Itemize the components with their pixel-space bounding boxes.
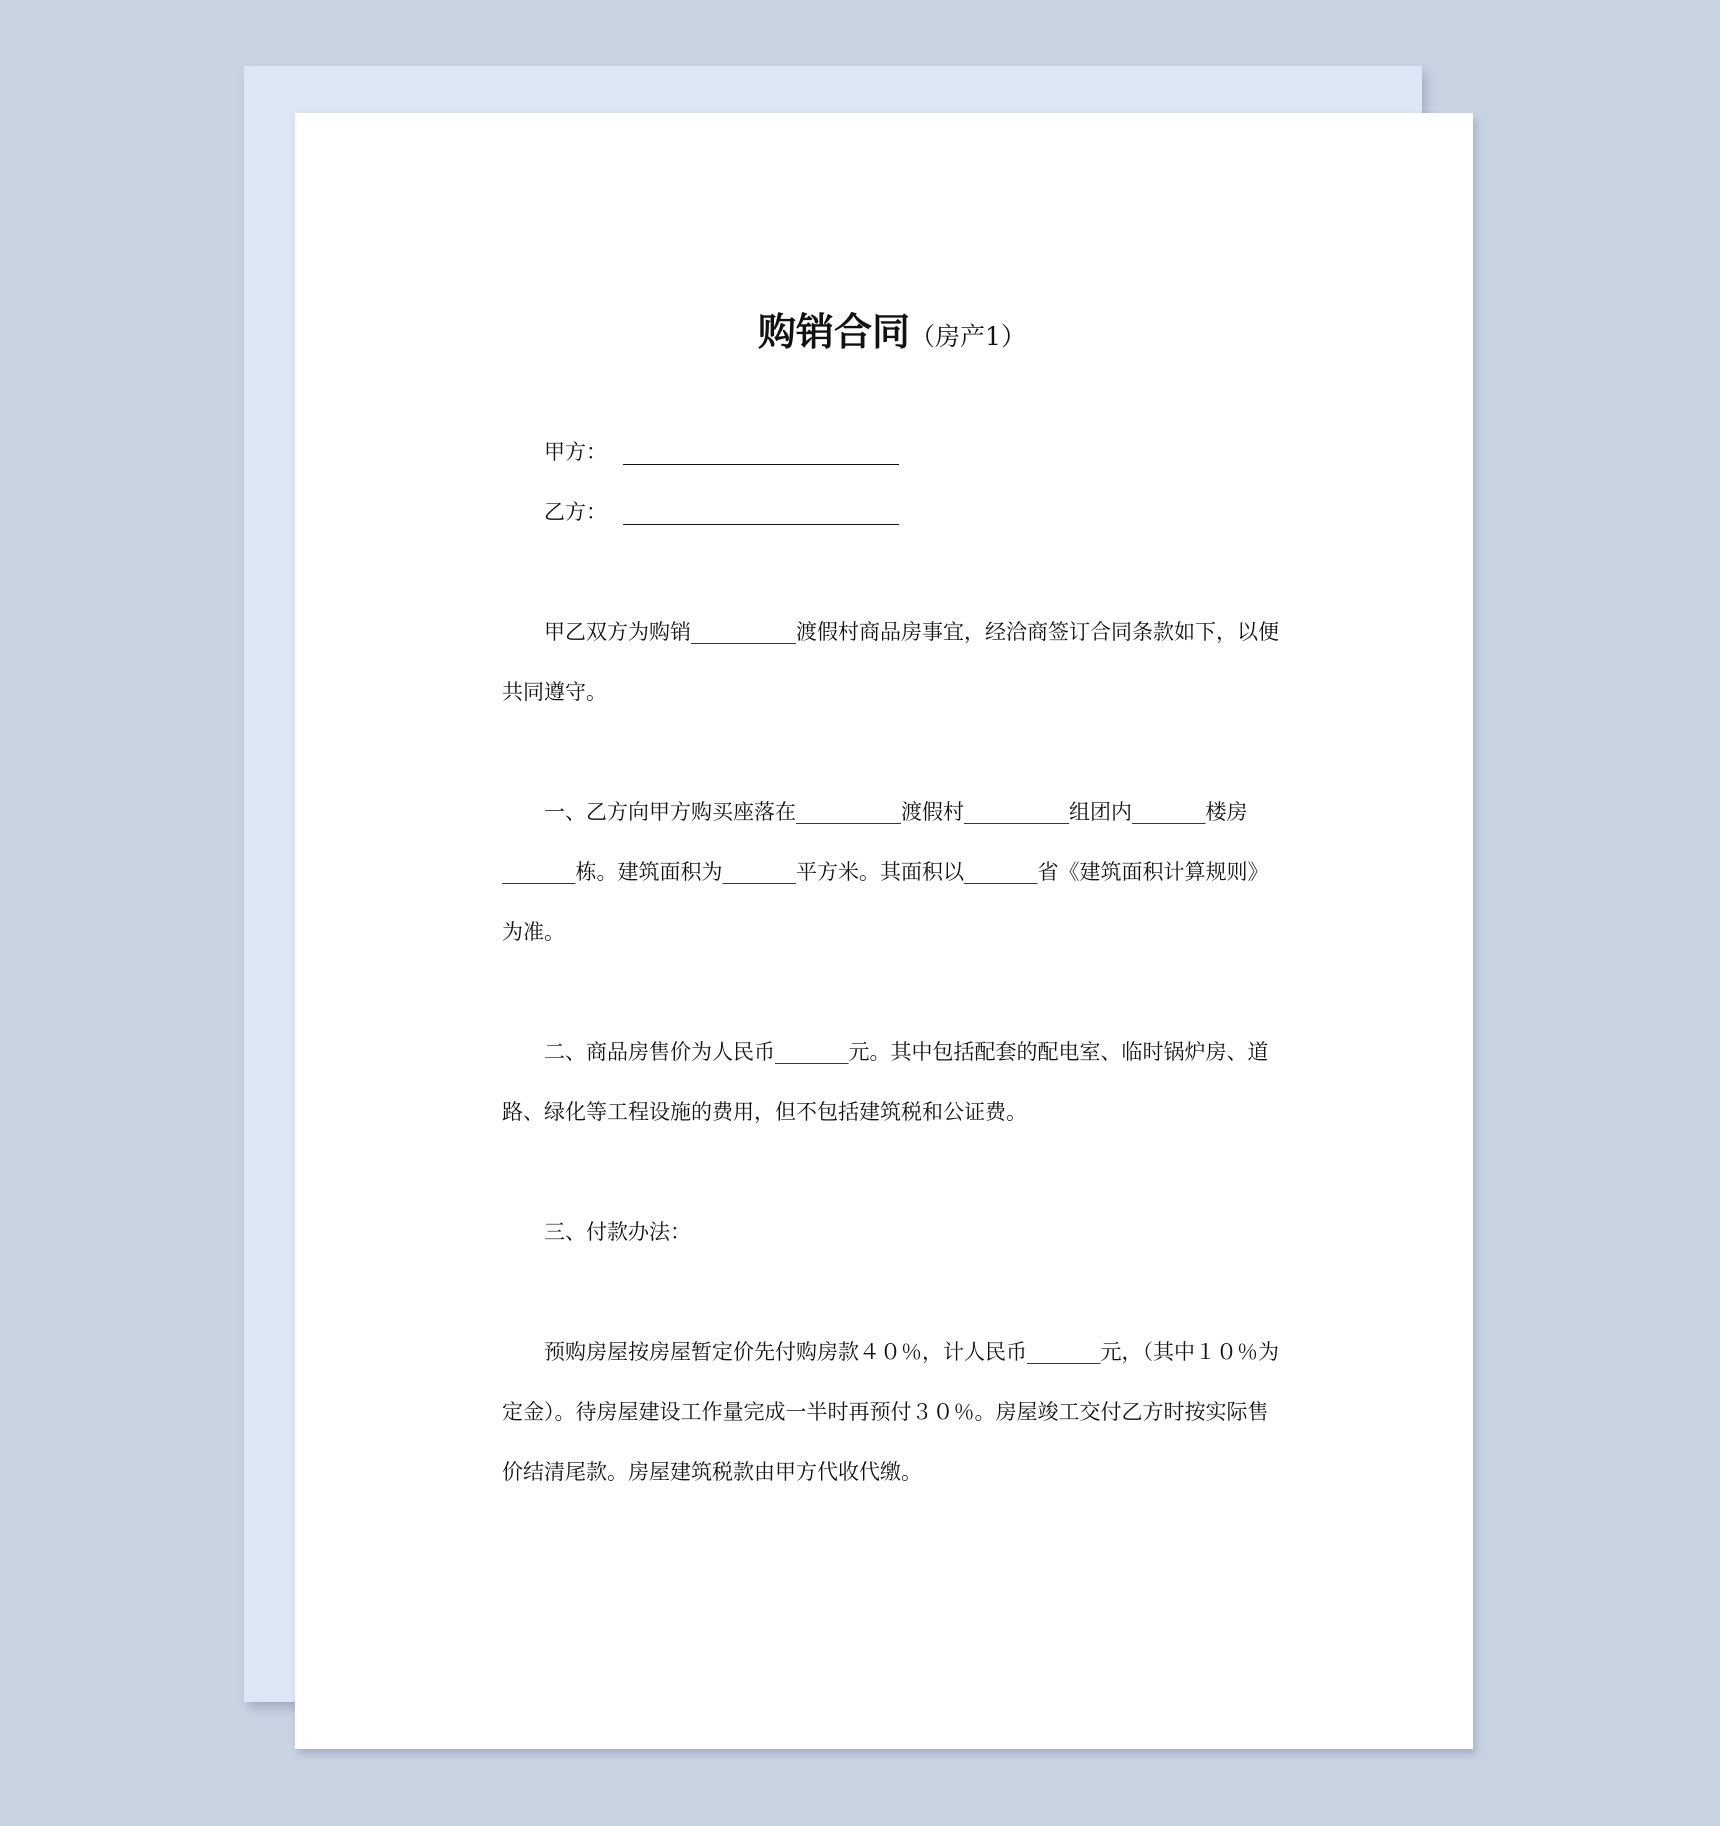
party-a-label: 甲方： (544, 440, 607, 464)
intro-paragraph: 甲乙双方为购销__________渡假村商品房事宜，经洽商签订合同条款如下，以便共同遵守。 (502, 620, 1279, 704)
party-b-blank (623, 504, 899, 525)
party-a-row (544, 422, 1282, 482)
party-b-row (544, 482, 1282, 542)
clause-2-paragraph: 二、商品房售价为人民币_______元。其中包括配套的配电室、临时锅炉房、道路、绿化等工程设施的费用，但不包括建筑税和公证费。 (502, 1040, 1269, 1124)
party-a-blank (623, 444, 899, 465)
title-suffix: （房产1） (910, 322, 1026, 351)
clause-3-heading: 三、付款办法： (544, 1220, 691, 1244)
clause-1-paragraph: 一、乙方向甲方购买座落在__________渡假村__________组团内_______楼房_______栋。建筑面积为_______平方米。其面积以_______省《建筑面积计算规则》为准。 (502, 800, 1269, 944)
document-content (502, 300, 1282, 1502)
title-main: 购销合同 (758, 310, 911, 354)
clause-3-paragraph: 预购房屋按房屋暂定价先付购房款４０％，计人民币_______元，（其中１０％为定金）。待房屋建设工作量完成一半时再预付３０％。房屋竣工交付乙方时按实际售价结清尾款。房屋建筑税款由甲方代收代缴。 (502, 1340, 1279, 1484)
document-title (502, 300, 1282, 370)
party-b-label: 乙方： (544, 500, 607, 524)
